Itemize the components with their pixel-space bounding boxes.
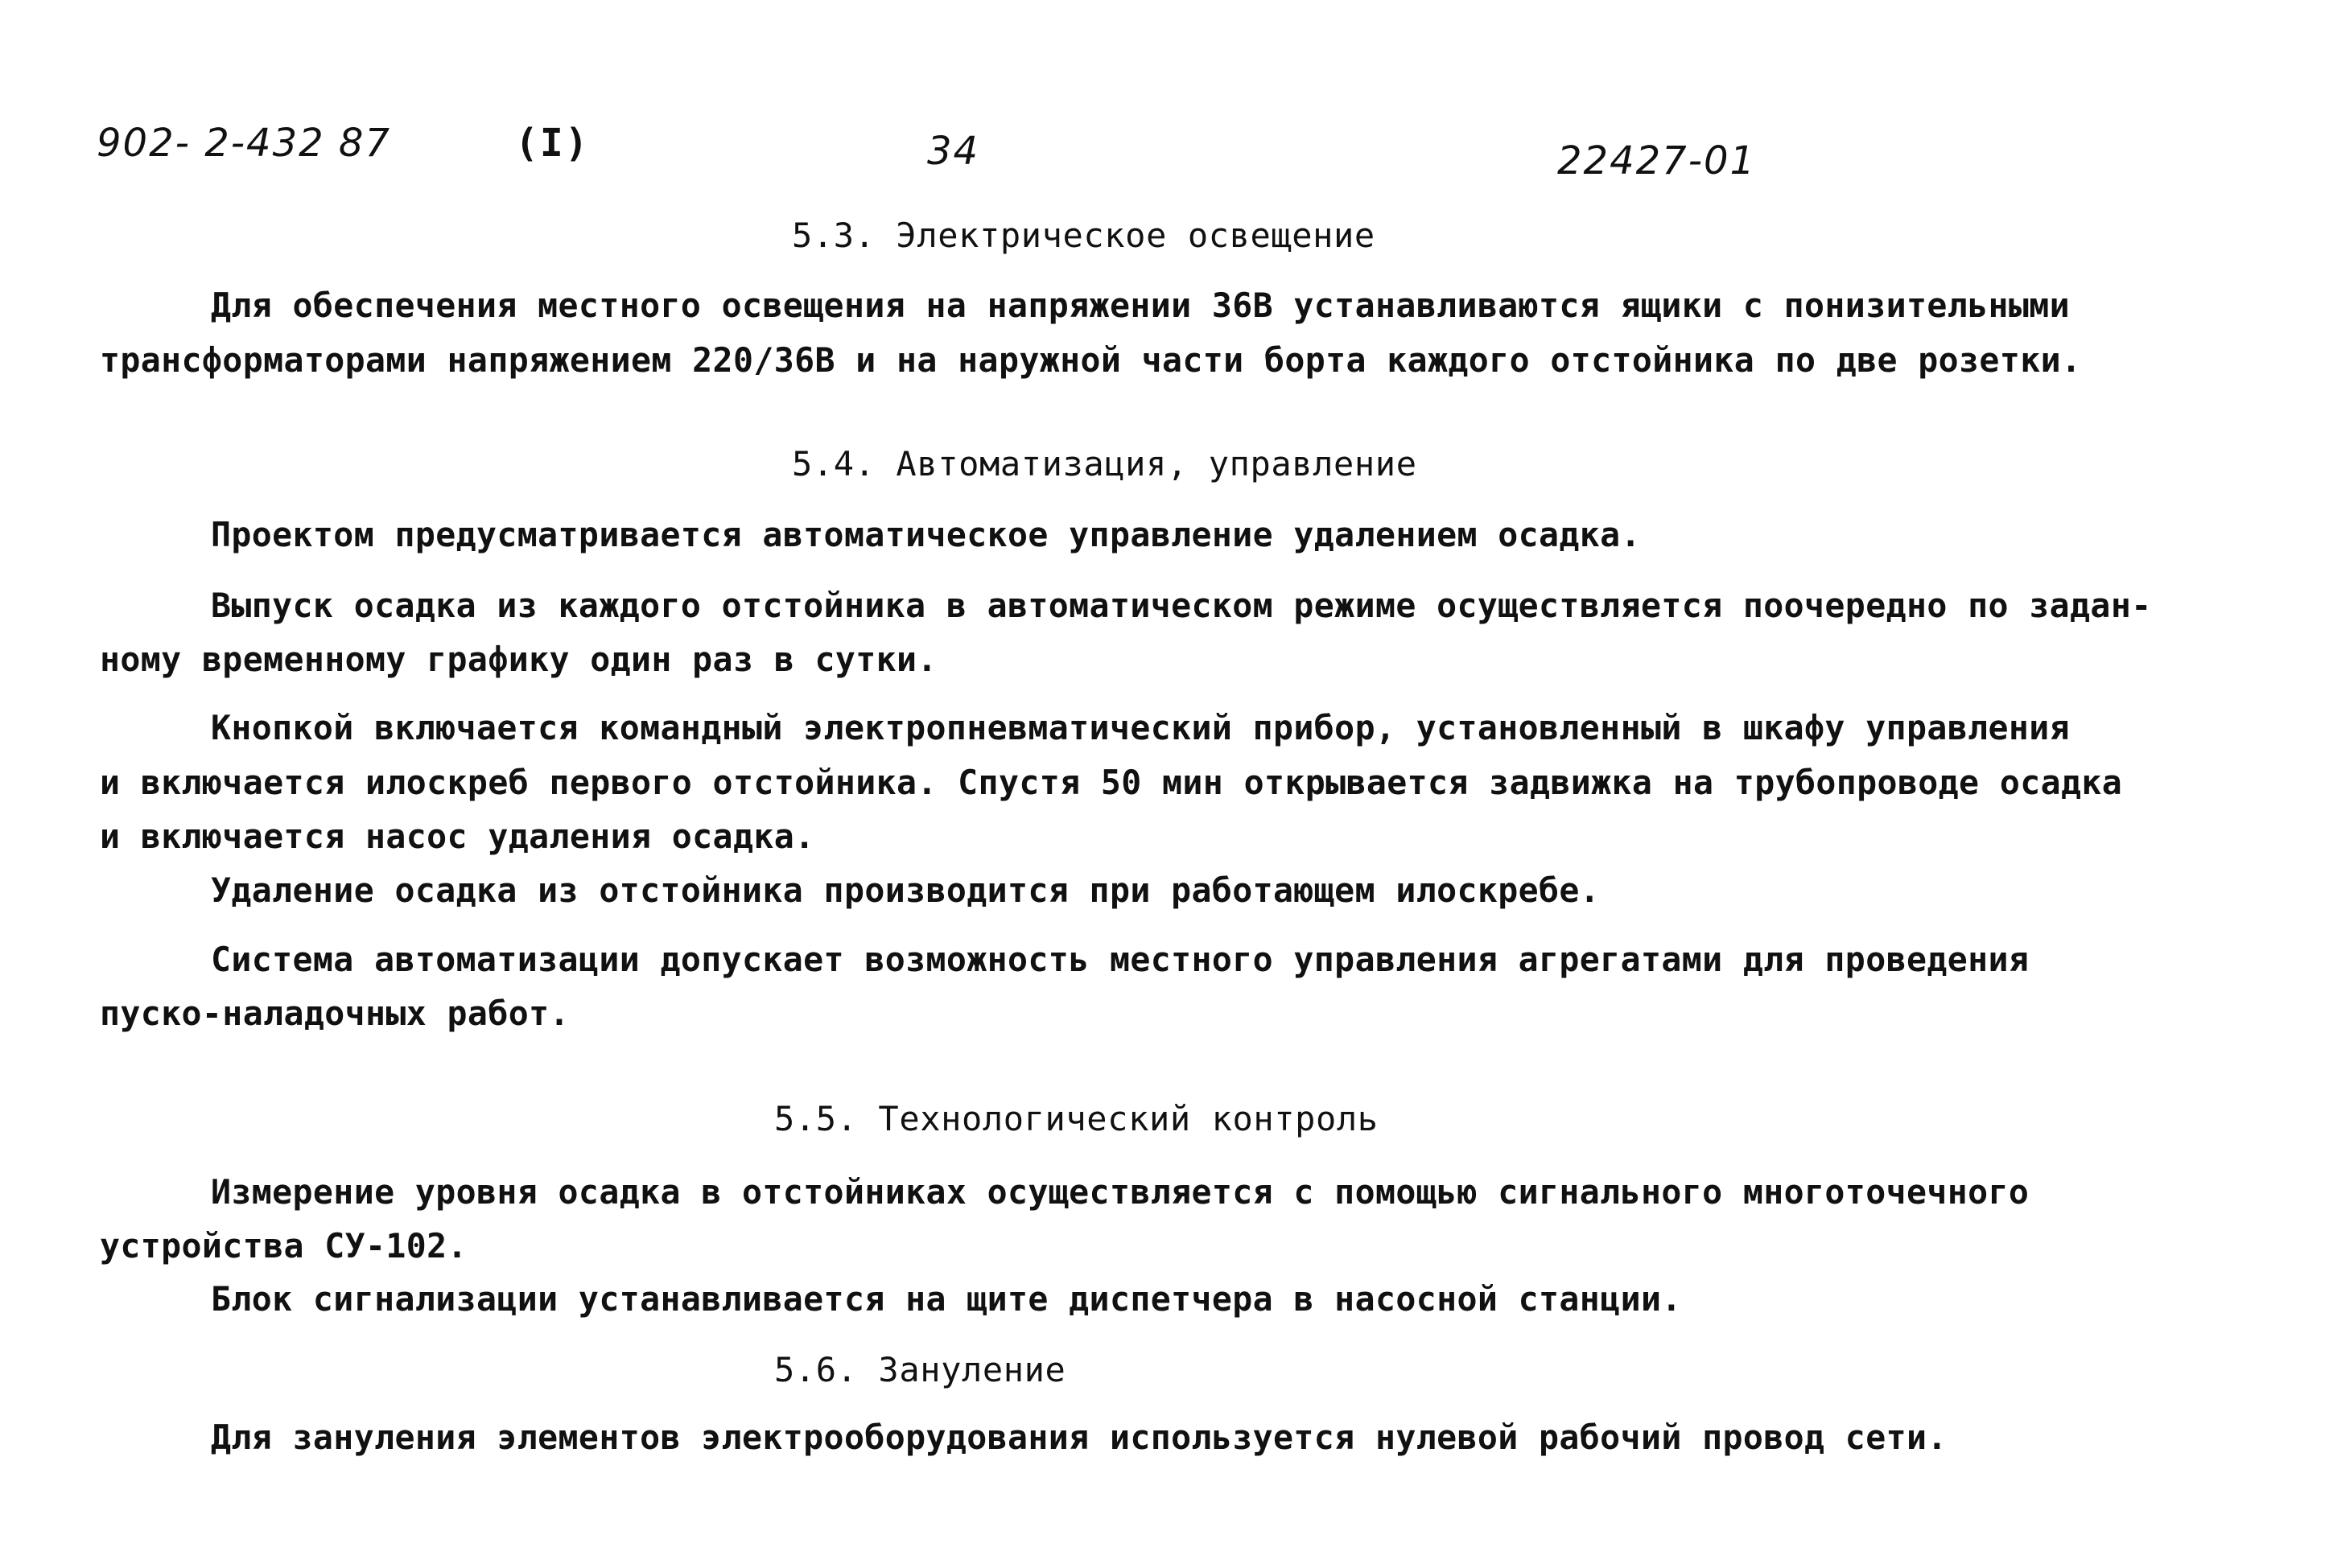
paragraph-line: пуско-наладочных работ. xyxy=(100,994,570,1033)
paragraph-line: Для обеспечения местного освещения на напряжении 36В устанавливаются ящики с понизительными xyxy=(211,286,2071,325)
page-number: 34 xyxy=(927,129,980,174)
paragraph-line: Проектом предусматривается автоматическое управление удалением осадка. xyxy=(211,515,1641,554)
paragraph-line: Выпуск осадка из каждого отстойника в автоматическом режиме осуществляется поочередно по задан- xyxy=(211,586,2152,625)
paragraph-line: ному временному графику один раз в сутки. xyxy=(100,640,938,679)
paragraph-line: трансформаторами напряжением 220/36В и на наружной части борта каждого отстойника по две розетки. xyxy=(100,340,2082,380)
paragraph-line: Система автоматизации допускает возможность местного управления агрегатами для проведения xyxy=(211,940,2030,979)
paragraph-line: Кнопкой включается командный электропневматический прибор, установленный в шкафу управления xyxy=(211,708,2071,747)
volume-number: (I) xyxy=(515,121,590,166)
section-heading-5-6: 5.6. Зануление xyxy=(774,1350,1066,1389)
section-heading-5-4: 5.4. Автоматизация, управление xyxy=(792,444,1417,484)
paragraph-line: Измерение уровня осадка в отстойниках осуществляется с помощью сигнального многоточечного xyxy=(211,1172,2030,1212)
section-heading-5-3: 5.3. Электрическое освещение xyxy=(792,216,1375,255)
paragraph-line: Блок сигнализации устанавливается на щите диспетчера в насосной станции. xyxy=(211,1279,1682,1319)
section-heading-5-5: 5.5. Технологический контроль xyxy=(774,1099,1379,1138)
paragraph-line: и включается илоскреб первого отстойника. Спустя 50 мин открывается задвижка на трубопроводе осадка xyxy=(100,763,2123,802)
doc-series-number: 902- 2-432 87 xyxy=(97,121,392,166)
paragraph-line: устройства СУ-102. xyxy=(100,1226,468,1266)
doc-code: 22427-01 xyxy=(1557,138,1757,183)
paragraph-line: Для зануления элементов электрооборудования используется нулевой рабочий провод сети. xyxy=(211,1418,1948,1457)
paragraph-line: и включается насос удаления осадка. xyxy=(100,817,815,856)
paragraph-line: Удаление осадка из отстойника производится при работающем илоскребе. xyxy=(211,870,1601,910)
